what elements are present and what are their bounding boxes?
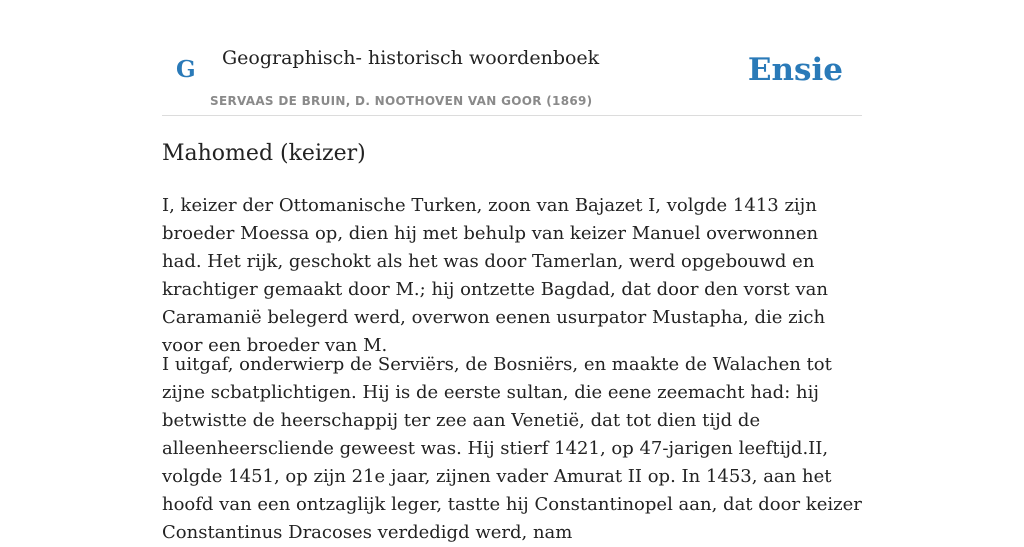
entry-paragraph: I, keizer der Ottomanische Turken, zoon van Bajazet I, volgde 1413 zijn broeder Moessa op, dien hij met behulp van keizer Manuel overwonnen had. Het rijk, geschokt als het was door Tamerlan, werd opgebouwd en krachtiger gemaakt door M.; hij ontzette Bagdad, dat door den vorst van Caramanië belegerd werd, overwon eenen usurpator Mustapha, die zich voor een broeder van M. (162, 195, 828, 356)
page (162, 0, 862, 543)
entry-title: Mahomed (keizer) (162, 141, 366, 166)
book-title[interactable]: Geographisch- historisch woordenboek (222, 47, 600, 69)
book-letter-icon[interactable]: G (176, 56, 196, 83)
entry-paragraph: I uitgaf, onderwierp de Serviërs, de Bosniërs, en maakte de Walachen tot zijne scbatplichtigen. Hij is de eerste sultan, die eene zeemacht had: hij betwistte de heerschappij ter zee aan Venetië, dat tot dien tijd de alleenheerscliende geweest was. Hij stierf 1421, op 47-jarigen leeftijd.II, volgde 1451, op zijn 21e jaar, zijnen vader Amurat II op. In 1453, aan het hoofd van een ontzaglijk leger, tastte hij Constantinopel aan, dat door keizer Constantinus Dracoses verdedigd werd, nam (162, 354, 862, 543)
book-authors: SERVAAS DE BRUIN, D. NOOTHOVEN VAN GOOR (1869) (210, 94, 593, 108)
ensie-logo-link[interactable]: Ensie (747, 52, 843, 88)
page-header (162, 0, 862, 116)
